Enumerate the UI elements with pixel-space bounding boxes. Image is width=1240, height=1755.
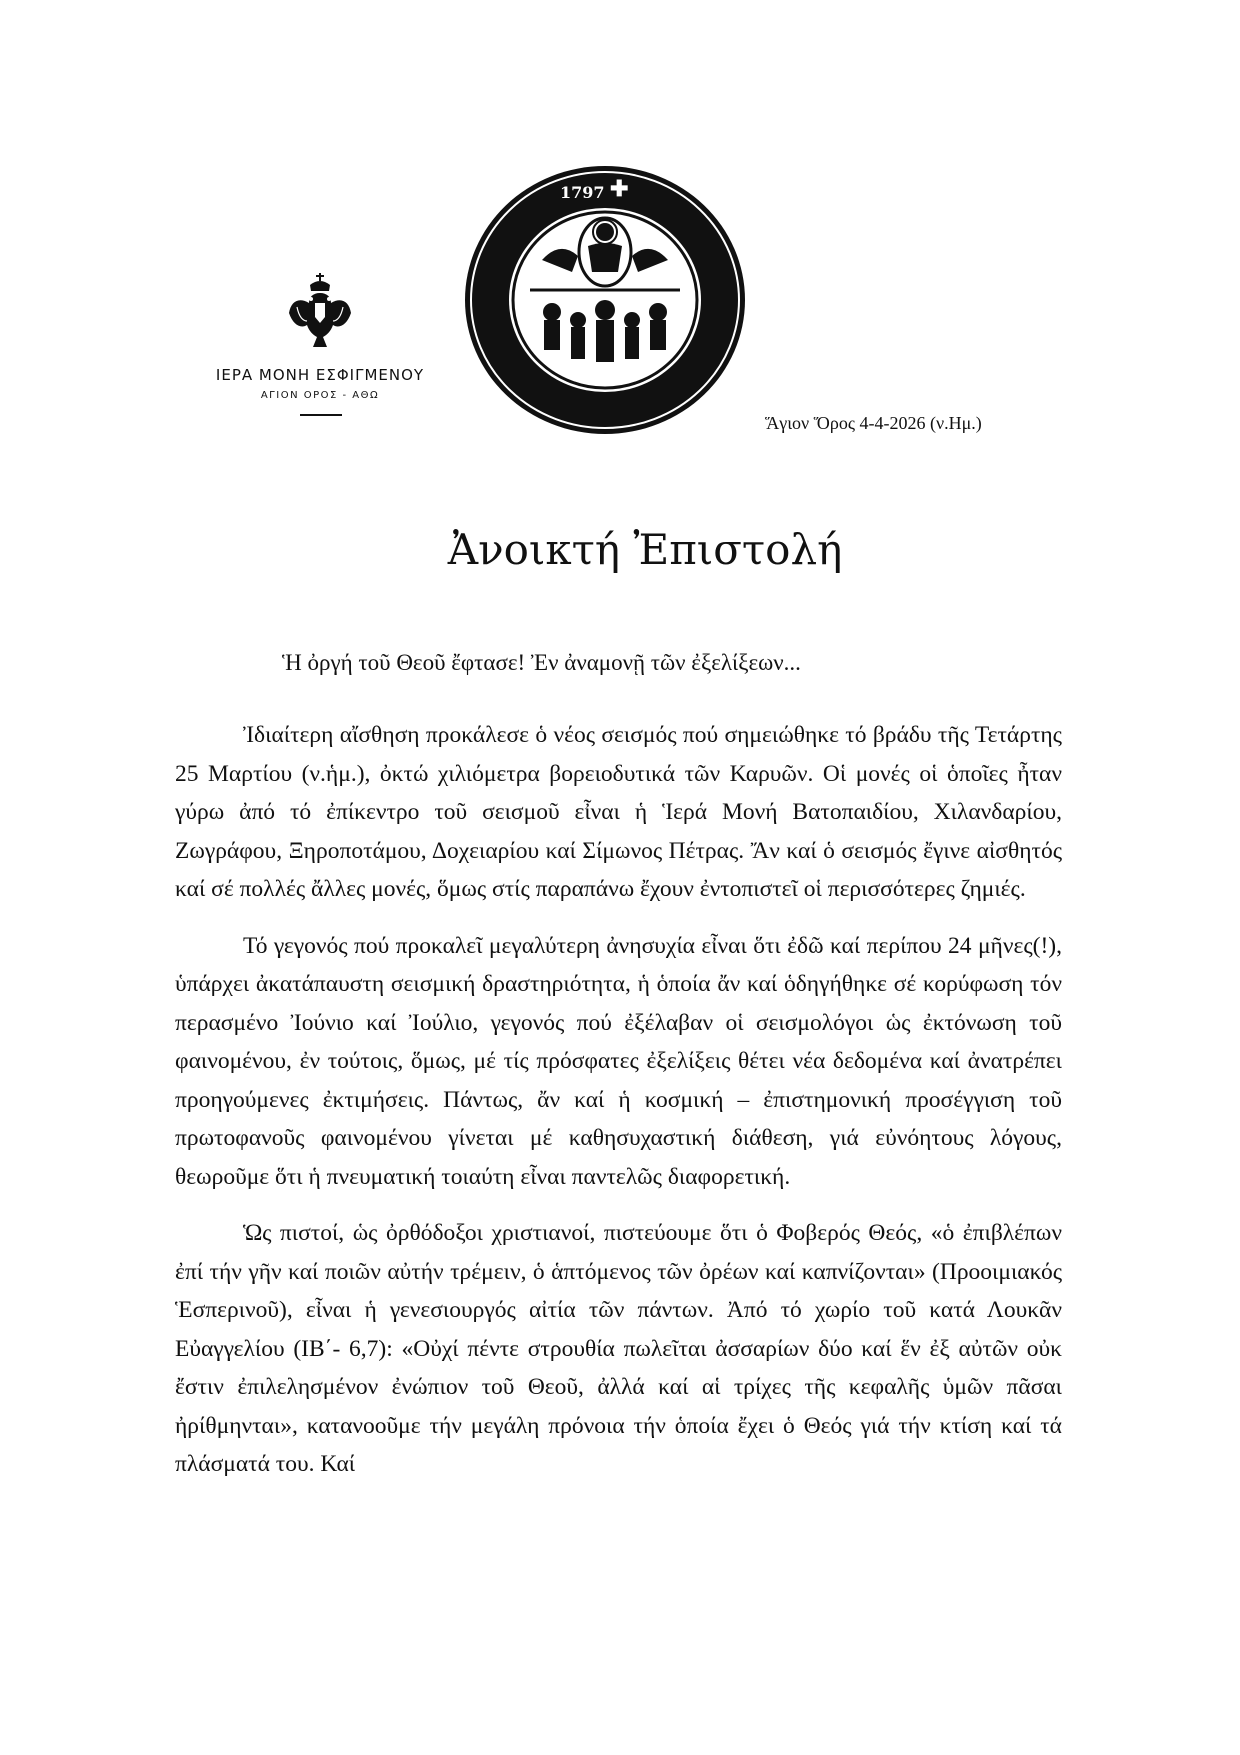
body-paragraph: Τό γεγονός πού προκαλεῖ μεγαλύτερη ἀνησυχία εἶναι ὅτι ἐδῶ καί περίπου 24 μῆνες(!), ὑπάρχει ἀκατάπαυστη σεισμική δραστηριότητα, ἡ ὁποία ἄν καί ὁδηγήθηκε σέ κορύφωση τόν περασμένο Ἰούνιο καί Ἰούλιο, γεγονός πού ἐξέλαβαν οἱ σεισμολόγοι ὡς ἐκτόνωση τοῦ φαινομένου, ἐν τούτοις, ὅμως, μέ τίς πρόσφατες ἐξελίξεις θέτει νέα δεδομένα καί ἀνατρέπει προηγούμενες ἐκτιμήσεις. Πάντως, ἄν καί ἡ κοσμική – ἐπιστημονική προσέγγιση τοῦ πρωτοφανοῦς φαινομένου γίνεται μέ καθησυχαστική διάθεση, γιά εὐνόητους λόγους, θεωροῦμε ὅτι ἡ πνευματική τοιαύτη εἶναι παντελῶς διαφορετική. bbox=[175, 932, 1062, 1190]
body-paragraph: Ὡς πιστοί, ὡς ὀρθόδοξοι χριστιανοί, πιστεύουμε ὅτι ὁ Φοβερός Θεός, «ὁ ἐπιβλέπων ἐπί τήν γῆν καί ποιῶν αὐτήν τρέμειν, ὁ ἁπτόμενος τῶν ὀρέων καί καπνίζονται» (Προοιμιακός Ἑσπερινοῦ), εἶναι ἡ γενεσιουργός αἰτία τῶν πάντων. Ἀπό τό χωρίο τοῦ κατά Λουκᾶν Εὐαγγελίου (ΙΒ΄- 6,7): «Οὐχί πέντε στρουθία πωλεῖται ἀσσαρίων δύο καί ἕν ἐξ αὐτῶν οὐκ ἔστιν ἐπιλελησμένον ἐνώπιον τοῦ Θεοῦ, ἀλλά καί αἱ τρίχες τῆς κεφαλῆς ὑμῶν πᾶσαι ἠρίθμηνται», κατανοοῦμε τήν μεγάλη πρόνοια τήν ὁποία ἔχει ὁ Θεός γιά τήν κτίση καί τά πλάσματά του. Καί bbox=[175, 1220, 1062, 1477]
letter-subtitle: Ἡ ὀργή τοῦ Θεοῦ ἔφτασε! Ἐν ἀναμονῇ τῶν ἐξελίξεων... bbox=[282, 650, 801, 675]
body-paragraph: Ἰδιαίτερη αἴσθηση προκάλεσε ὁ νέος σεισμός πού σημειώθηκε τό βράδυ τῆς Τετάρτης 25 Μαρτίου (ν.ἡμ.), ὀκτώ χιλιόμετρα βορειοδυτικά τῶν Καρυῶν. Οἱ μονές οἱ ὁποῖες ἦταν γύρω ἀπό τό ἐπίκεντρο τοῦ σεισμοῦ εἶναι ἡ Ἱερά Μονή Βατοπαιδίου, Χιλανδαρίου, Ζωγράφου, Ξηροποτάμου, Δοχειαρίου καί Σίμωνος Πέτρας. Ἄν καί ὁ σεισμός ἔγινε αἰσθητός καί σέ πολλές ἄλλες μονές, ὅμως στίς παραπάνω ἔχουν ἐντοπιστεῖ οἱ περισσότερες ζημιές. bbox=[175, 722, 1062, 902]
monastery-name: ΙΕΡΑ ΜΟΝΗ ΕΣΦΙΓΜΕΝΟΥ bbox=[215, 366, 425, 384]
letterhead-divider bbox=[300, 414, 342, 416]
seal-year: 1797 bbox=[560, 183, 605, 202]
svg-text:✚: ✚ bbox=[610, 176, 629, 202]
monastery-location: ΑΓΙΟΝ ΟΡΟΣ - ΑΘΩ bbox=[260, 390, 380, 401]
double-headed-eagle-icon bbox=[285, 273, 355, 353]
monastery-seal-icon bbox=[460, 160, 750, 440]
letter-body bbox=[175, 716, 1062, 1502]
date-line: Ἅγιον Ὅρος 4-4-2026 (ν.Ημ.) bbox=[765, 413, 982, 433]
letter-title: Ἀνοικτή Ἐπιστολή bbox=[447, 525, 843, 574]
